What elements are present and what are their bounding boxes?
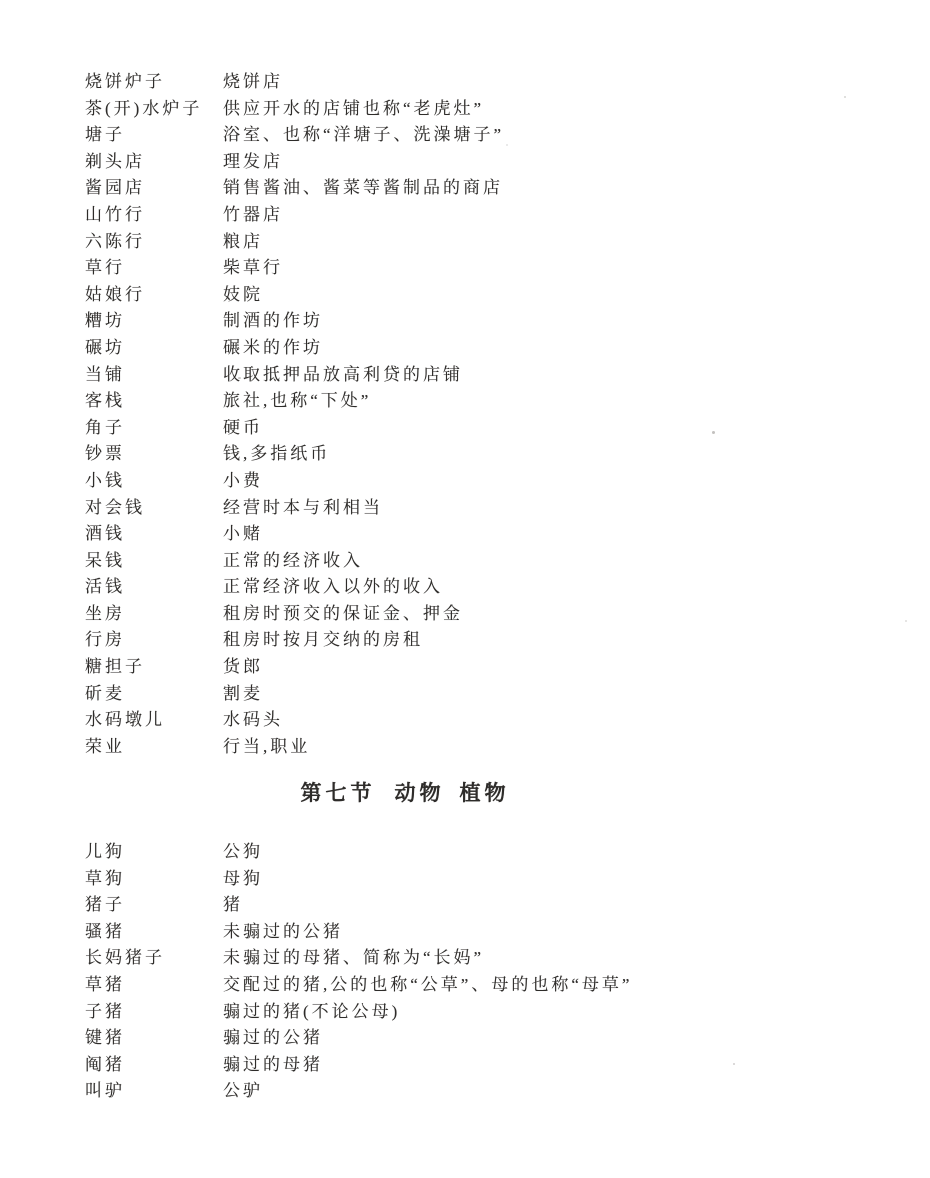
term-definition: 未骟过的母猪、简称为“长妈”	[223, 948, 485, 968]
term-definition: 供应开水的店铺也称“老虎灶”	[223, 98, 485, 118]
glossary-entry	[85, 415, 900, 442]
scan-speck	[712, 431, 715, 434]
glossary-list-animals-plants	[85, 839, 900, 1105]
dialect-term: 碾坊	[85, 337, 125, 357]
term-definition: 销售酱油、酱菜等酱制品的商店	[223, 178, 503, 198]
term-definition: 小赌	[223, 524, 263, 544]
term-definition: 制酒的作坊	[223, 311, 323, 331]
dialect-term: 长妈猪子	[85, 948, 165, 968]
dialect-term: 当铺	[85, 364, 125, 384]
glossary-entry	[85, 548, 900, 575]
glossary-entry	[85, 149, 900, 176]
dialect-term: 烧饼炉子	[85, 72, 165, 91]
term-definition: 骟过的母猪	[223, 1054, 323, 1074]
term-definition: 硬币	[223, 417, 263, 437]
glossary-entry	[85, 308, 900, 335]
glossary-entry	[85, 999, 900, 1026]
term-definition: 烧饼店	[223, 72, 283, 91]
glossary-entry	[85, 229, 900, 256]
glossary-entry	[85, 627, 900, 654]
term-definition: 竹器店	[223, 204, 283, 224]
glossary-entry	[85, 202, 900, 229]
dialect-term: 坐房	[85, 603, 125, 623]
dialect-term: 剃头店	[85, 151, 145, 171]
term-definition: 经营时本与利相当	[223, 497, 383, 517]
term-definition: 交配过的猪,公的也称“公草”、母的也称“母草”	[223, 974, 633, 994]
glossary-entry	[85, 468, 900, 495]
term-definition: 行当,职业	[223, 736, 311, 756]
glossary-entry	[85, 839, 900, 866]
dialect-term: 客栈	[85, 391, 125, 411]
dialect-term: 阄猪	[85, 1054, 125, 1074]
dialect-term: 钞票	[85, 444, 125, 464]
glossary-entry	[85, 282, 900, 309]
dialect-term: 小钱	[85, 470, 125, 490]
glossary-entry	[85, 1025, 900, 1052]
term-definition: 母狗	[223, 868, 263, 888]
dialect-term: 水码墩儿	[85, 710, 165, 730]
dialect-term: 斫麦	[85, 683, 125, 703]
dialect-term: 糟坊	[85, 311, 125, 331]
term-definition: 租房时按月交纳的房租	[223, 630, 423, 650]
scan-speck	[506, 144, 508, 146]
term-definition: 货郎	[223, 657, 263, 677]
term-definition: 租房时预交的保证金、押金	[223, 603, 463, 623]
dialect-term: 呆钱	[85, 550, 125, 570]
term-definition: 碾米的作坊	[223, 337, 323, 357]
scan-speck	[905, 620, 907, 622]
term-definition: 柴草行	[223, 258, 283, 278]
glossary-list-occupations-money	[85, 69, 900, 760]
dialect-term: 草猪	[85, 974, 125, 994]
dialect-term: 糖担子	[85, 657, 145, 677]
glossary-entry	[85, 681, 900, 708]
glossary-entry	[85, 601, 900, 628]
term-definition: 水码头	[223, 710, 283, 730]
term-definition: 正常经济收入以外的收入	[223, 577, 443, 597]
glossary-entry	[85, 574, 900, 601]
dialect-term: 六陈行	[85, 231, 145, 251]
term-definition: 正常的经济收入	[223, 550, 363, 570]
glossary-entry	[85, 335, 900, 362]
dialect-term: 对会钱	[85, 497, 145, 517]
term-definition: 粮店	[223, 231, 263, 251]
dialect-term: 茶(开)水炉子	[85, 98, 203, 118]
scan-speck	[844, 96, 846, 98]
glossary-entry	[85, 521, 900, 548]
term-definition: 妓院	[223, 284, 263, 304]
term-definition: 未骟过的公猪	[223, 921, 343, 941]
dialect-term: 酒钱	[85, 524, 125, 544]
term-definition: 浴室、也称“洋塘子、洗澡塘子”	[223, 125, 505, 145]
glossary-entry	[85, 362, 900, 389]
term-definition: 割麦	[223, 683, 263, 703]
glossary-entry	[85, 734, 900, 761]
dialect-term: 叫驴	[85, 1081, 125, 1101]
dialect-term: 键猪	[85, 1028, 125, 1048]
dialect-term: 子猪	[85, 1001, 125, 1021]
term-definition: 小费	[223, 470, 263, 490]
scan-speck	[238, 377, 241, 379]
term-definition: 旅社,也称“下处”	[223, 391, 372, 411]
term-definition: 骟过的猪(不论公母)	[223, 1001, 401, 1021]
glossary-entry	[85, 495, 900, 522]
glossary-entry	[85, 919, 900, 946]
scan-speck	[733, 1063, 735, 1065]
glossary-entry	[85, 892, 900, 919]
dialect-term: 行房	[85, 630, 125, 650]
term-definition: 公狗	[223, 842, 263, 861]
section-title-word-2: 植物	[459, 781, 510, 805]
section-title-word-1: 动物	[394, 781, 445, 805]
dialect-term: 儿狗	[85, 842, 125, 861]
dialect-term: 酱园店	[85, 178, 145, 198]
term-definition: 公驴	[223, 1081, 263, 1101]
glossary-entry	[85, 122, 900, 149]
term-definition: 收取抵押品放高利贷的店铺	[223, 364, 463, 384]
glossary-entry	[85, 1078, 900, 1105]
dialect-term: 草行	[85, 258, 125, 278]
term-definition: 钱,多指纸币	[223, 444, 331, 464]
glossary-entry	[85, 945, 900, 972]
term-definition: 骟过的公猪	[223, 1028, 323, 1048]
dialect-term: 猪子	[85, 895, 125, 915]
term-definition: 理发店	[223, 151, 283, 171]
dialect-term: 骚猪	[85, 921, 125, 941]
section-number: 第七节	[300, 781, 376, 805]
glossary-entry	[85, 441, 900, 468]
glossary-entry	[85, 255, 900, 282]
glossary-entry	[85, 707, 900, 734]
dialect-term: 山竹行	[85, 204, 145, 224]
dialect-term: 活钱	[85, 577, 125, 597]
glossary-entry	[85, 654, 900, 681]
glossary-entry	[85, 388, 900, 415]
glossary-entry	[85, 69, 900, 96]
dialect-term: 草狗	[85, 868, 125, 888]
dialect-term: 塘子	[85, 125, 125, 145]
dialect-term: 角子	[85, 417, 125, 437]
dialect-term: 姑娘行	[85, 284, 145, 304]
section-heading	[0, 779, 810, 807]
glossary-entry	[85, 96, 900, 123]
glossary-entry	[85, 1052, 900, 1079]
dialect-term: 荣业	[85, 736, 125, 756]
glossary-entry	[85, 175, 900, 202]
term-definition: 猪	[223, 895, 243, 915]
glossary-entry	[85, 972, 900, 999]
glossary-entry	[85, 866, 900, 893]
